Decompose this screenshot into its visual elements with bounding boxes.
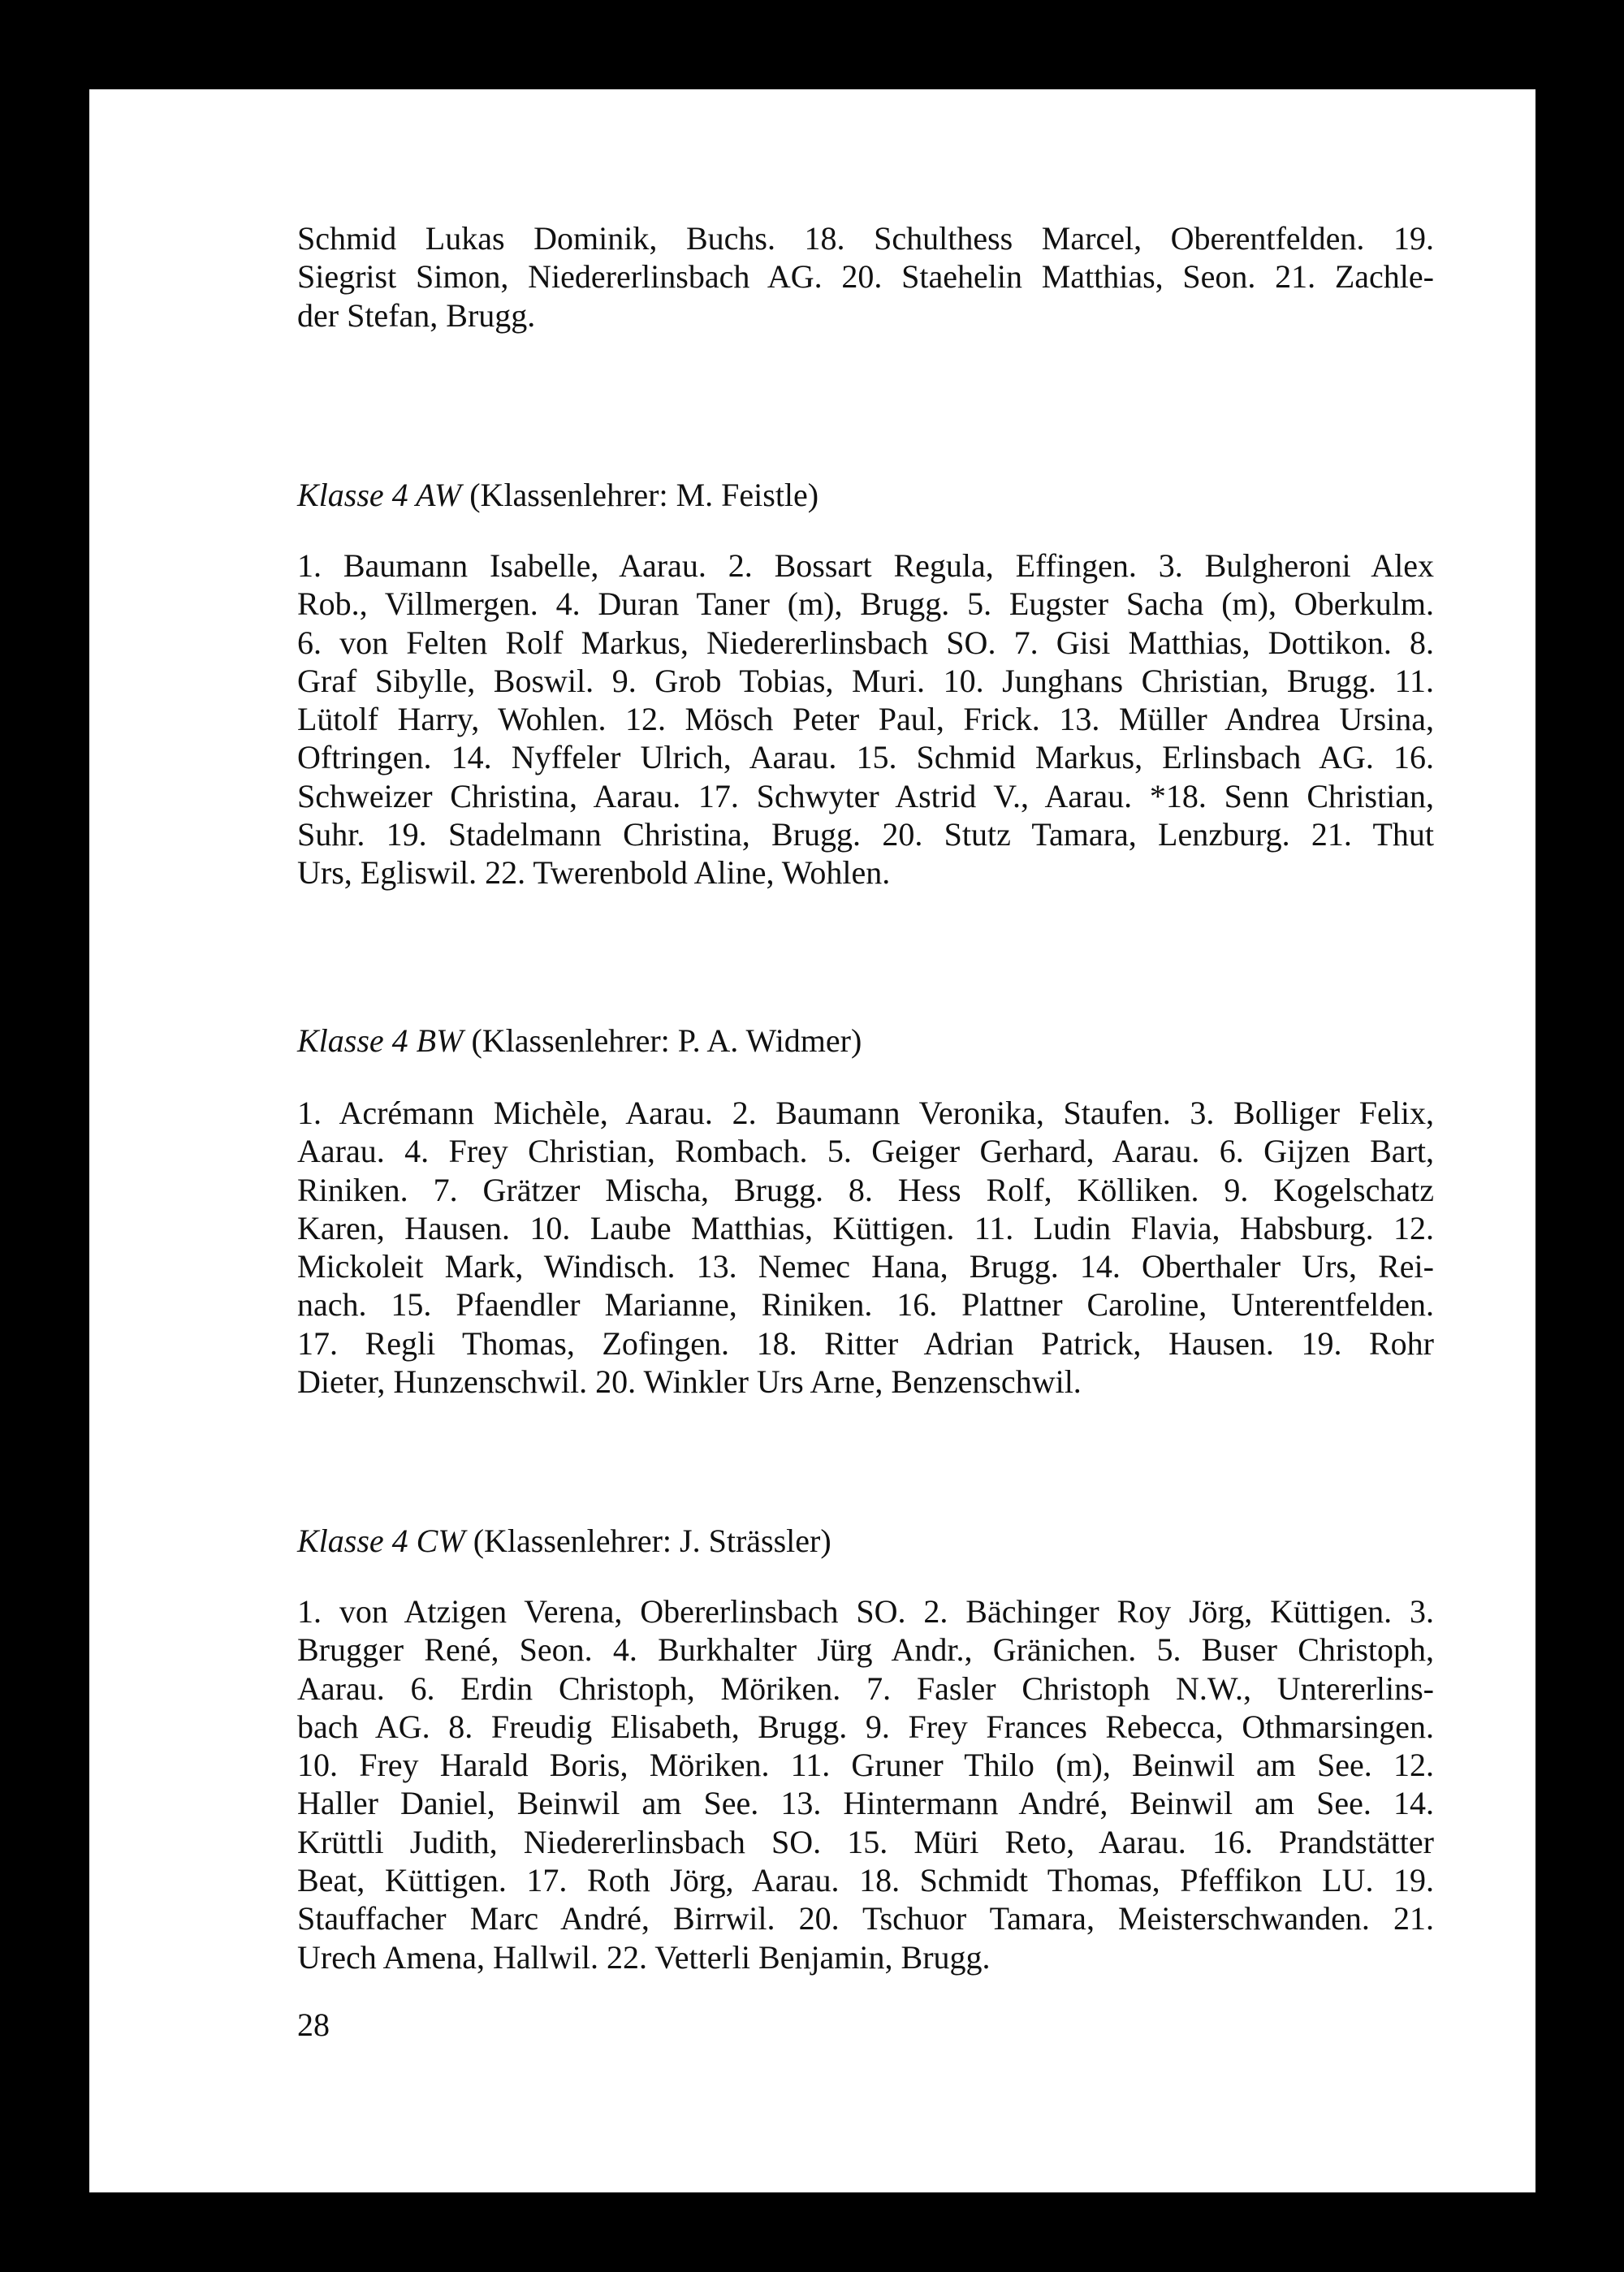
class-label: Klasse 4 CW bbox=[297, 1523, 465, 1559]
text-line: Riniken. 7. Grätzer Mischa, Brugg. 8. Hess Rolf, Kölliken. 9. Kogelschatz bbox=[297, 1171, 1434, 1208]
text-line: nach. 15. Pfaendler Marianne, Riniken. 16. Plattner Caroline, Unterentfelden. bbox=[297, 1286, 1434, 1324]
teacher: (Klassenlehrer: J. Strässler) bbox=[473, 1523, 831, 1559]
text-line: 6. von Felten Rolf Markus, Niedererlinsbach SO. 7. Gisi Matthias, Dottikon. 8. bbox=[297, 624, 1434, 661]
text-line: 1. Baumann Isabelle, Aarau. 2. Bossart Regula, Effingen. 3. Bulgheroni Alex bbox=[297, 547, 1434, 584]
text-line: Graf Sibylle, Boswil. 9. Grob Tobias, Muri. 10. Junghans Christian, Brugg. 11. bbox=[297, 662, 1434, 699]
text-line: der Stefan, Brugg. bbox=[297, 296, 536, 334]
section-heading-4aw bbox=[297, 476, 818, 514]
teacher: (Klassenlehrer: P. A. Widmer) bbox=[471, 1022, 862, 1059]
text-line: Karen, Hausen. 10. Laube Matthias, Küttigen. 11. Ludin Flavia, Habsburg. 12. bbox=[297, 1209, 1434, 1246]
text-line: Oftringen. 14. Nyffeler Ulrich, Aarau. 15. Schmid Markus, Erlinsbach AG. 16. bbox=[297, 739, 1434, 776]
text-line: 1. von Atzigen Verena, Obererlinsbach SO. 2. Bächinger Roy Jörg, Küttigen. 3. bbox=[297, 1593, 1434, 1630]
text-line: 1. Acrémann Michèle, Aarau. 2. Baumann Veronika, Staufen. 3. Bolliger Felix, bbox=[297, 1095, 1434, 1131]
text-line: bach AG. 8. Freudig Elisabeth, Brugg. 9. Frey Frances Rebecca, Othmarsingen. bbox=[297, 1708, 1434, 1745]
student-list-4aw bbox=[297, 546, 1434, 892]
document-page bbox=[89, 89, 1535, 2192]
text-line: Suhr. 19. Stadelmann Christina, Brugg. 20. Stutz Tamara, Lenzburg. 21. Thut bbox=[297, 816, 1434, 853]
section-heading-4bw bbox=[297, 1022, 862, 1060]
class-label: Klasse 4 AW bbox=[297, 477, 462, 513]
text-line: Urs, Egliswil. 22. Twerenbold Aline, Wohlen. bbox=[297, 854, 891, 892]
text-line: Krüttli Judith, Niedererlinsbach SO. 15. Müri Reto, Aarau. 16. Prandstätter bbox=[297, 1823, 1434, 1860]
class-label: Klasse 4 BW bbox=[297, 1022, 464, 1059]
text-line: Aarau. 4. Frey Christian, Rombach. 5. Geiger Gerhard, Aarau. 6. Gijzen Bart, bbox=[297, 1133, 1434, 1170]
text-line: 10. Frey Harald Boris, Möriken. 11. Gruner Thilo (m), Beinwil am See. 12. bbox=[297, 1747, 1434, 1784]
text-line: Urech Amena, Hallwil. 22. Vetterli Benjamin, Brugg. bbox=[297, 1938, 991, 1976]
text-line: Siegrist Simon, Niedererlinsbach AG. 20. Staehelin Matthias, Seon. 21. Zachle- bbox=[297, 258, 1434, 296]
intro-paragraph bbox=[297, 219, 1434, 335]
page-number: 28 bbox=[297, 2006, 330, 2043]
text-line: Beat, Küttigen. 17. Roth Jörg, Aarau. 18. Schmidt Thomas, Pfeffikon LU. 19. bbox=[297, 1862, 1434, 1899]
text-line: 17. Regli Thomas, Zofingen. 18. Ritter Adrian Patrick, Hausen. 19. Rohr bbox=[297, 1324, 1434, 1362]
text-line: Stauffacher Marc André, Birrwil. 20. Tschuor Tamara, Meisterschwanden. 21. bbox=[297, 1900, 1434, 1937]
text-line: Lütolf Harry, Wohlen. 12. Mösch Peter Paul, Frick. 13. Müller Andrea Ursina, bbox=[297, 701, 1434, 738]
text-line: Aarau. 6. Erdin Christoph, Möriken. 7. Fasler Christoph N.W., Untererlins- bbox=[297, 1669, 1434, 1707]
text-line: Mickoleit Mark, Windisch. 13. Nemec Hana, Brugg. 14. Oberthaler Urs, Rei- bbox=[297, 1248, 1434, 1285]
student-list-4bw bbox=[297, 1094, 1434, 1401]
section-heading-4cw bbox=[297, 1522, 831, 1560]
text-line: Rob., Villmergen. 4. Duran Taner (m), Brugg. 5. Eugster Sacha (m), Oberkulm. bbox=[297, 585, 1434, 623]
text-line: Schweizer Christina, Aarau. 17. Schwyter Astrid V., Aarau. *18. Senn Christian, bbox=[297, 777, 1434, 814]
text-line: Haller Daniel, Beinwil am See. 13. Hintermann André, Beinwil am See. 14. bbox=[297, 1785, 1434, 1822]
teacher: (Klassenlehrer: M. Feistle) bbox=[469, 477, 819, 513]
text-line: Dieter, Hunzenschwil. 20. Winkler Urs Arne, Benzenschwil. bbox=[297, 1363, 1082, 1401]
text-line: Schmid Lukas Dominik, Buchs. 18. Schulthess Marcel, Oberentfelden. 19. bbox=[297, 220, 1434, 257]
student-list-4cw bbox=[297, 1592, 1434, 1976]
text-line: Brugger René, Seon. 4. Burkhalter Jürg Andr., Gränichen. 5. Buser Christoph, bbox=[297, 1631, 1434, 1669]
